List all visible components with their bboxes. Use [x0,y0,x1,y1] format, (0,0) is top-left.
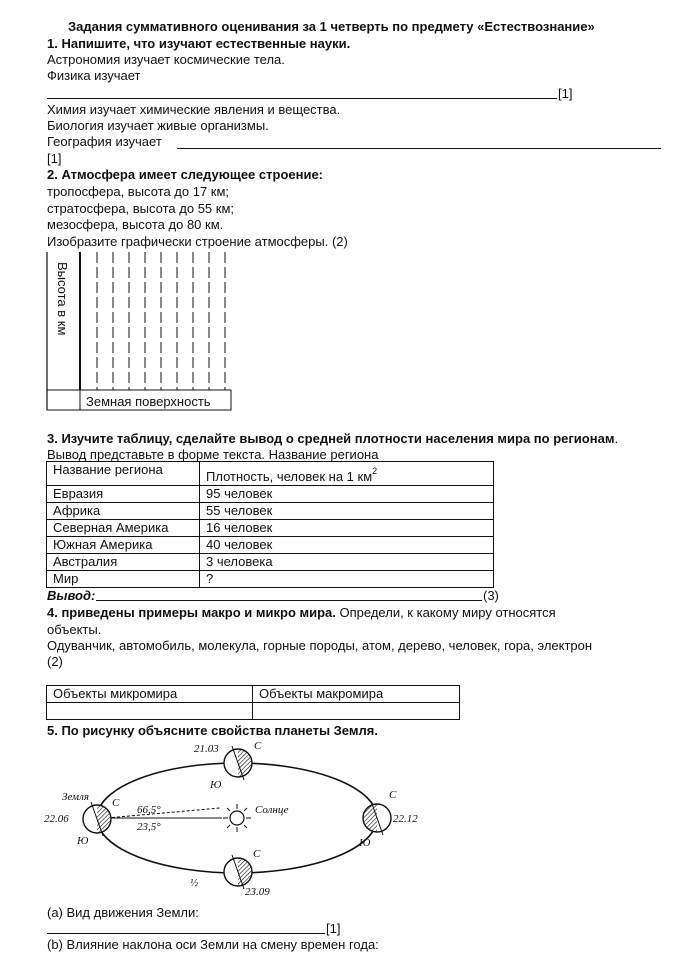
region-cell: Африка [47,503,200,520]
q1-astronomy: Астрономия изучает космические тела. [47,52,285,67]
micro-answer-cell[interactable] [47,703,253,720]
table-row [47,520,494,537]
density-cell: 95 человек [200,486,494,503]
micro-macro-table [46,685,460,720]
table-row [47,554,494,571]
q1-geography: География изучает [47,134,162,149]
q5-b-label: (b) Влияние наклона оси Земли на смену времен года: [47,937,379,952]
q4-heading-line2: объекты. [47,622,102,637]
fig-earth-label: Земля [62,791,89,803]
q5-a-mark: [1] [326,921,341,936]
atmosphere-drawing-grid[interactable] [40,248,240,414]
earth-bottom [224,855,252,889]
region-cell: Северная Америка [47,520,200,537]
fig-angle1: 66,5° [137,804,161,816]
fig-north-top: С [254,740,262,752]
region-cell: Мир [47,571,200,588]
q2-layer3: мезосфера, высота до 80 км. [47,217,224,232]
density-cell: 16 человек [200,520,494,537]
table-row [47,571,494,588]
q4-heading [47,605,556,621]
fig-south-left: Ю [77,835,89,847]
q3-heading [47,431,647,463]
micro-macro-answer-row [47,703,460,720]
q1-mark1: [1] [558,86,573,101]
density-col-density [200,462,494,486]
fig-date-top: 21.03 [194,743,219,755]
table-row [47,503,494,520]
earth-left [83,802,111,836]
micro-macro-header [47,686,460,703]
density-col-density-sup: 2 [372,466,378,476]
q3-heading-bold: 3. Изучите таблицу, сделайте вывод о средней плотности населения мира по регионам [47,431,615,446]
earth-orbit-figure [40,738,440,898]
q4-examples: Одуванчик, автомобиль, молекула, горные породы, атом, дерево, человек, гора, электрон [47,638,593,653]
page-title: Задания суммативного оценивания за 1 четверть по предмету «Естествознание» [68,19,595,34]
fig-date-right: 22.12 [393,813,418,825]
q4-heading-bold: 4. приведены примеры макро и микро мира. [47,605,336,620]
q1-heading: 1. Напишите, что изучают естественные науки. [47,36,351,51]
q4-heading-rest: Определи, к какому миру относятся [335,605,556,620]
density-cell: 55 человек [200,503,494,520]
density-cell: ? [200,571,494,588]
q2-heading: 2. Атмосфера имеет следующее строение: [47,167,324,182]
micro-col: Объекты микромира [47,686,253,703]
fig-north-right: С [389,789,397,801]
q2-layer2: стратосфера, высота до 55 км; [47,201,235,216]
q5-heading: 5. По рисунку объясните свойства планеты Земля. [47,723,378,738]
density-table-header [47,462,494,486]
earth-top [224,746,252,780]
table-row [47,537,494,554]
earth-right [363,801,391,835]
region-cell: Австралия [47,554,200,571]
density-cell: 40 человек [200,537,494,554]
q3-conclusion-line[interactable] [96,600,482,601]
density-cell: 3 человека [200,554,494,571]
q2-layer1: тропосфера, высота до 17 км; [47,184,230,199]
fig-date-left: 22.06 [44,813,69,825]
q1-chemistry: Химия изучает химические явления и вещества. [47,102,341,117]
q1-physics-answer-line[interactable] [47,98,557,99]
region-cell: Евразия [47,486,200,503]
q1-biology: Биология изучает живые организмы. [47,118,269,133]
q2-axis-label: Высота в км [55,262,70,336]
density-col-region: Название региона [47,462,200,486]
fig-half-bottom: ½ [190,877,199,889]
q5-a-answer-line[interactable] [47,933,325,934]
macro-answer-cell[interactable] [253,703,460,720]
q2-task: Изобразите графически строение атмосферы. (2) [47,234,348,249]
macro-col: Объекты макромира [253,686,460,703]
q1-mark2: [1] [47,151,62,166]
sun-symbol [223,804,251,832]
fig-north-bottom: С [253,848,261,860]
q5-a-label: (a) Вид движения Земли: [47,905,199,920]
q3-heading-rest: . Вывод представьте в форме текста. Название региона [47,431,619,462]
q1-physics: Физика изучает [47,68,141,83]
fig-angle2: 23,5° [137,821,161,833]
fig-south-top: Ю [210,779,222,791]
q2-ground-label: Земная поверхность [86,394,211,409]
density-table [46,461,494,588]
q1-geography-answer-line[interactable] [177,148,661,149]
table-row [47,486,494,503]
fig-date-bottom: 23.09 [245,886,270,898]
q3-mark: (3) [483,588,499,603]
axis-lines [107,808,222,818]
q4-mark: (2) [47,654,63,669]
density-col-density-label: Плотность, человек на 1 км [206,469,373,484]
q3-conclusion-label: Вывод: [47,588,96,603]
region-cell: Южная Америка [47,537,200,554]
fig-south-right: Ю [359,837,371,849]
fig-sun-label: Солнце [255,804,289,816]
fig-north-left: С [112,797,120,809]
